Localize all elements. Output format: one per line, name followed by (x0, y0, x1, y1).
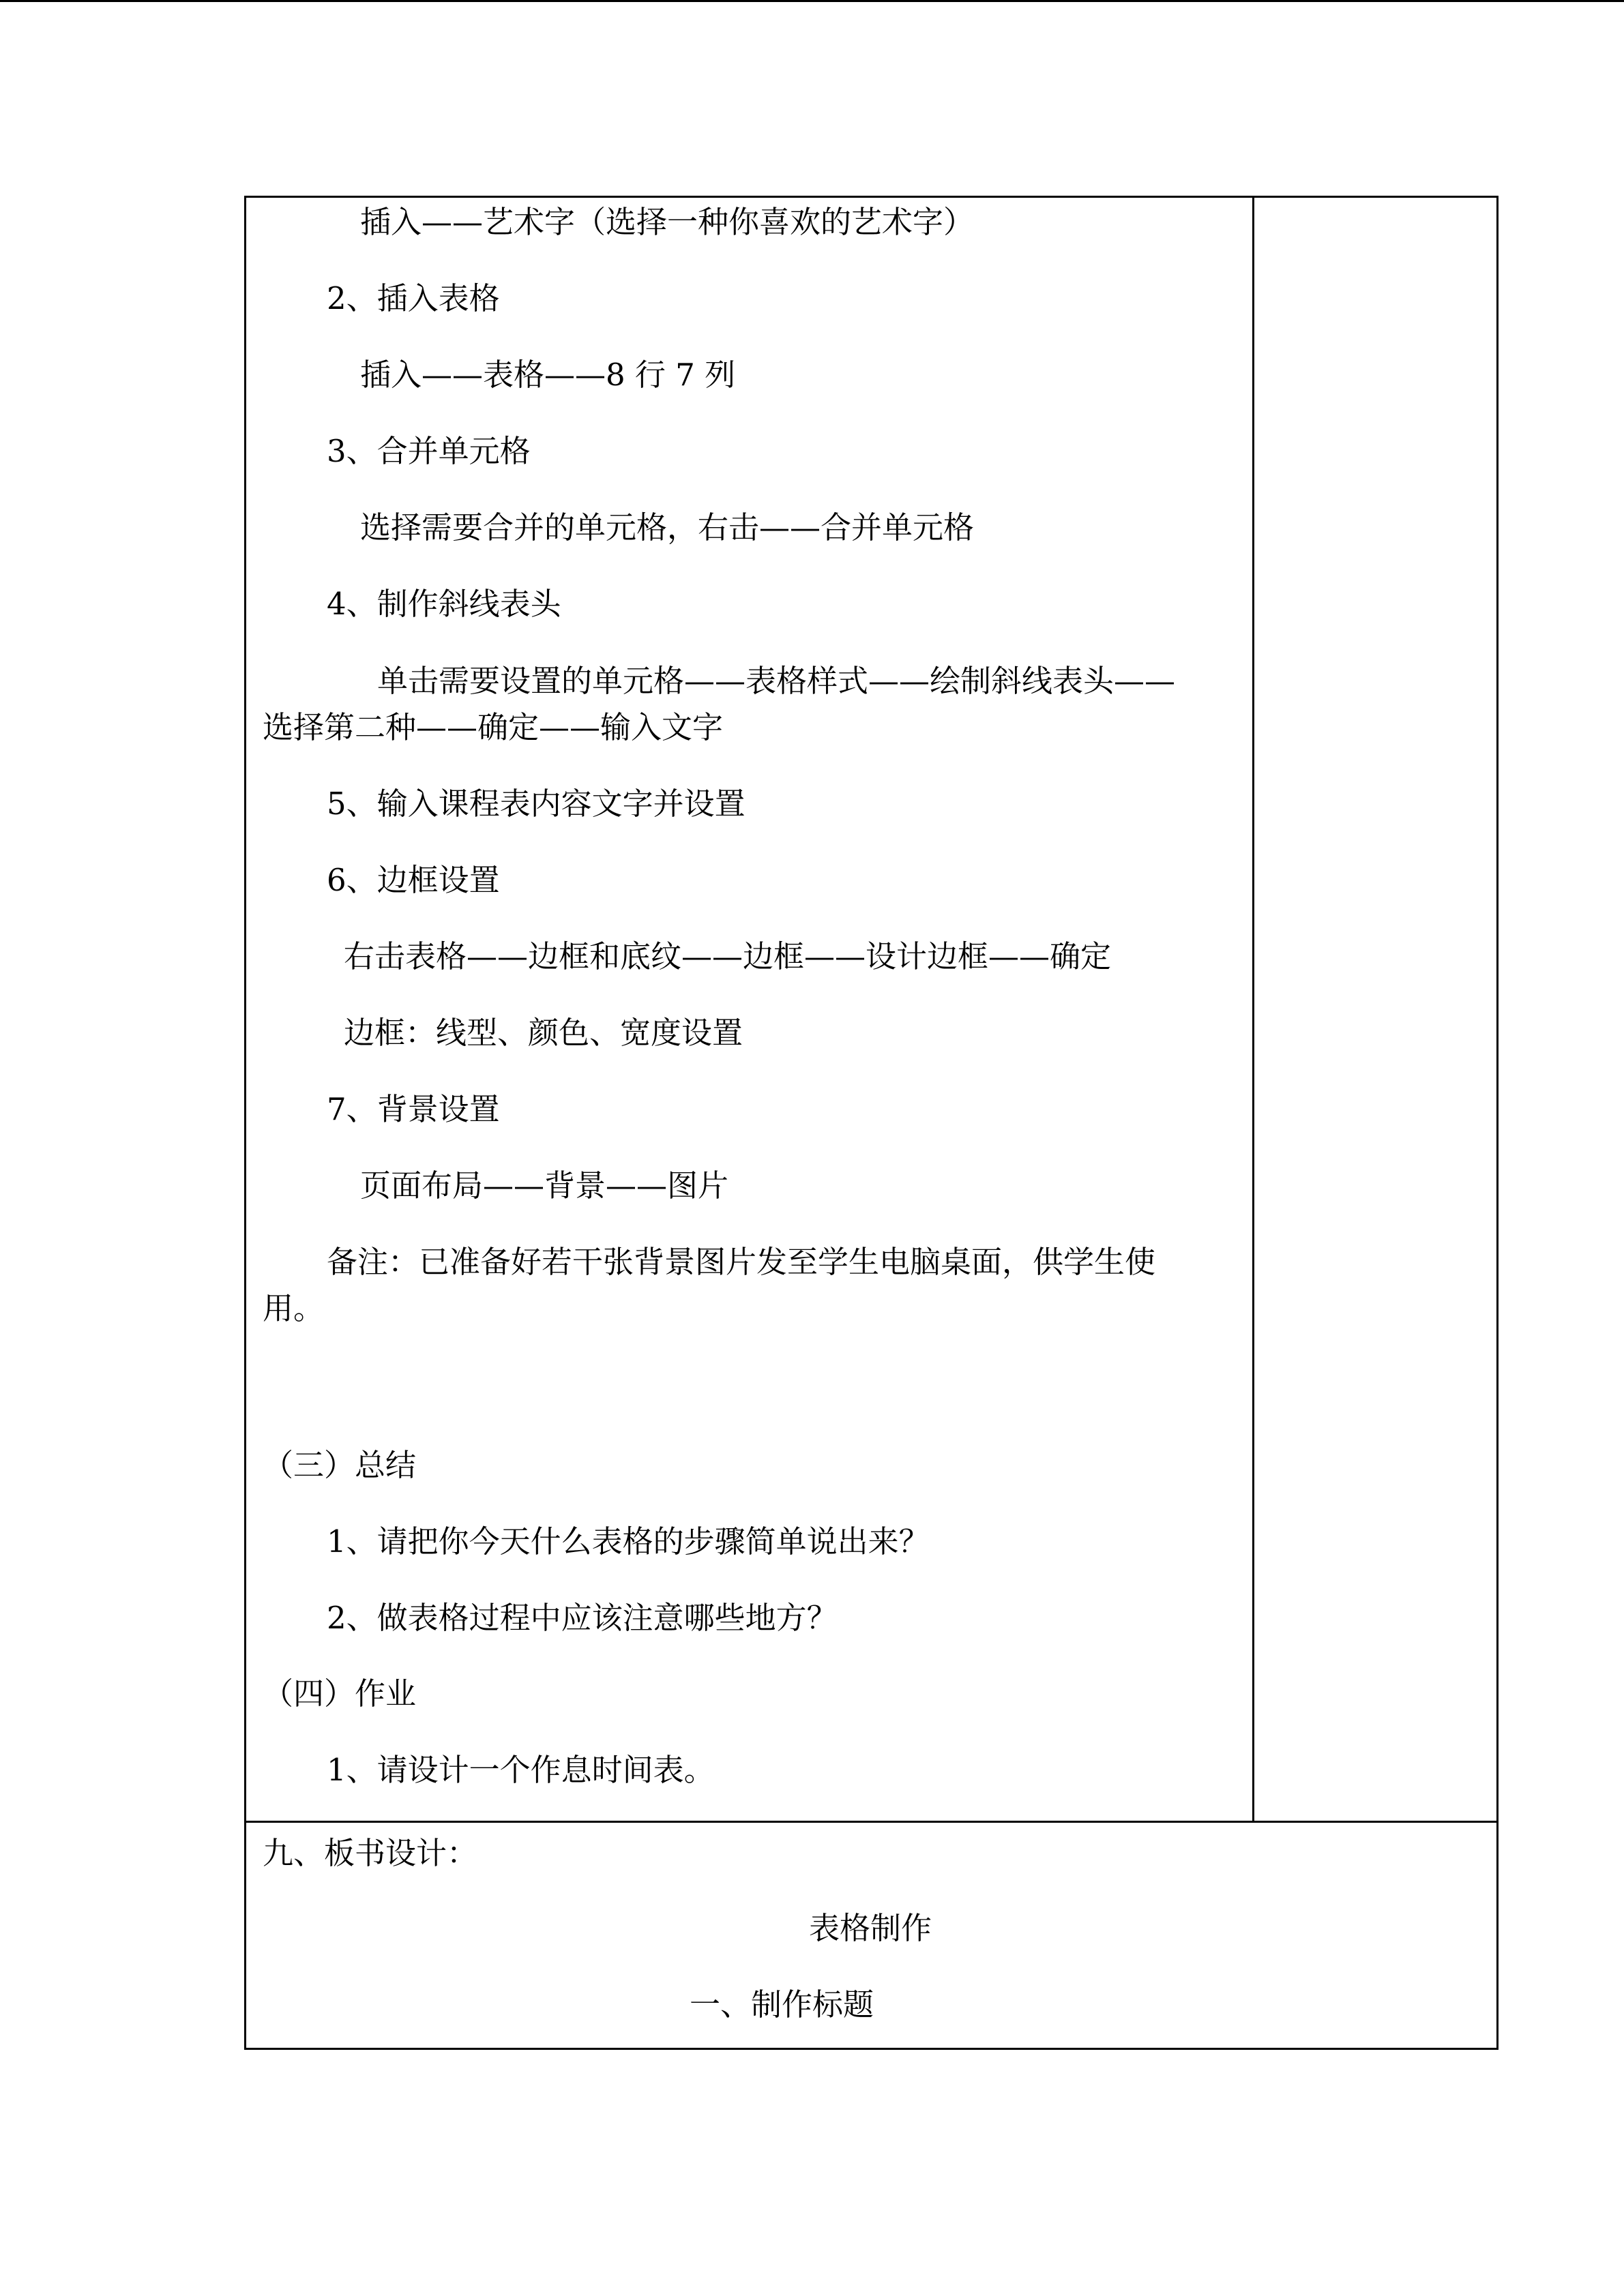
summary-heading: （三）总结 (263, 1447, 417, 1483)
step-wordart-instruction: 插入——艺术字（选择一种你喜欢的艺术字） (360, 204, 975, 240)
board-design-heading: 九、板书设计： (263, 1835, 478, 1871)
step-7-instruction: 页面布局——背景——图片 (360, 1167, 729, 1204)
column-divider (1252, 198, 1254, 1821)
lesson-plan-table (244, 196, 1498, 2050)
step-6-instruction: 右击表格——边框和底纹——边框——设计边框——确定 (344, 938, 1112, 974)
step-7-heading: 7、背景设置 (327, 1091, 500, 1127)
step-4-heading: 4、制作斜线表头 (327, 586, 561, 622)
note-line-2: 用。 (263, 1290, 325, 1326)
step-2-heading: 2、插入表格 (327, 280, 500, 316)
step-4-instruction-line-1: 单击需要设置的单元格——表格样式——绘制斜线表头—— (377, 663, 1176, 699)
homework-heading: （四）作业 (263, 1675, 417, 1712)
page-top-border (0, 0, 1624, 2)
step-2-instruction: 插入——表格——8 行 7 列 (360, 357, 736, 393)
summary-question-1: 1、请把你今天什么表格的步骤简单说出来？ (327, 1523, 930, 1560)
step-6-border-settings: 边框：线型、颜色、宽度设置 (344, 1015, 743, 1051)
board-design-item-1: 一、制作标题 (690, 1986, 874, 2023)
row-divider (246, 1821, 1496, 1823)
step-4-instruction-line-2: 选择第二种——确定——输入文字 (263, 709, 724, 745)
step-3-heading: 3、合并单元格 (327, 433, 531, 469)
homework-item-1: 1、请设计一个作息时间表。 (327, 1752, 715, 1788)
note-line-1: 备注：已准备好若干张背景图片发至学生电脑桌面，供学生使 (327, 1244, 1156, 1280)
step-6-heading: 6、边框设置 (327, 862, 500, 898)
step-3-instruction: 选择需要合并的单元格，右击——合并单元格 (360, 509, 975, 546)
summary-question-2: 2、做表格过程中应该注意哪些地方？ (327, 1600, 838, 1636)
board-design-title: 表格制作 (809, 1910, 932, 1946)
step-5-heading: 5、输入课程表内容文字并设置 (327, 786, 745, 822)
